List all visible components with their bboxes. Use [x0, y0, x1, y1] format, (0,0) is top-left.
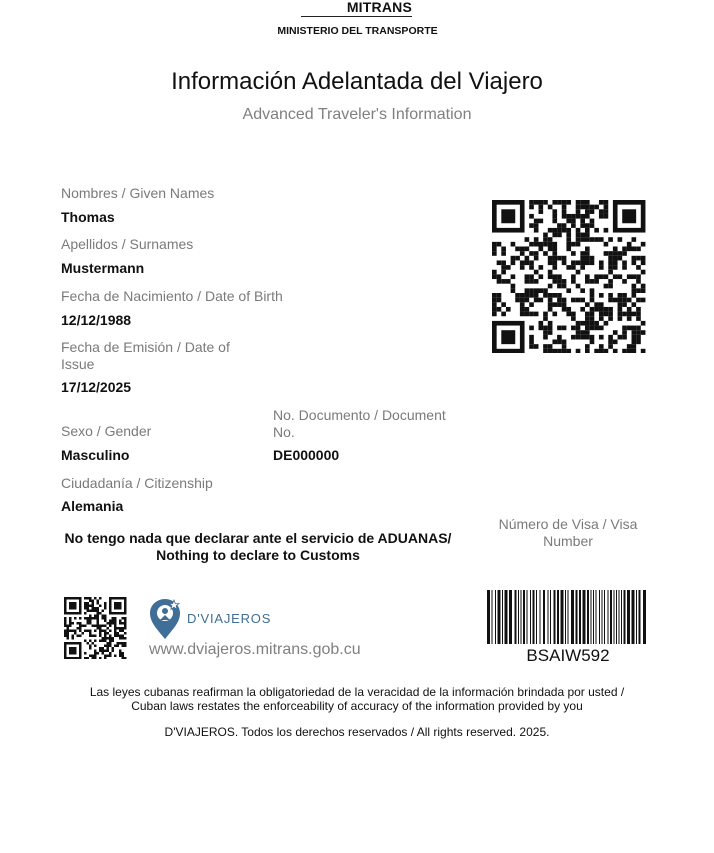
citizenship-value: Alemania — [61, 498, 124, 514]
visa-number-label-line2: Number — [543, 533, 593, 549]
barcode — [487, 590, 649, 644]
barcode-value: BSAIW592 — [526, 646, 610, 665]
legal-notice — [0, 685, 714, 713]
header-rule — [301, 16, 412, 17]
issue-date-label-line2: Issue — [61, 356, 95, 372]
surnames-value: Mustermann — [61, 260, 145, 276]
ministry-name: MINISTERIO DEL TRANSPORTE — [277, 25, 438, 37]
legal-notice-line2: Cuban laws restates the enforceability of accuracy of the information provided by you — [131, 699, 583, 713]
dviajeros-logo-text: D'VIAJEROS — [187, 611, 272, 626]
legal-notice-line1: Las leyes cubanas reafirman la obligatoriedad de la veracidad de la información brindada por usted / — [89, 685, 625, 699]
gender-label: Sexo / Gender — [61, 423, 152, 439]
gender-value: Masculino — [61, 447, 130, 463]
rights-notice: D'VIAJEROS. Todos los derechos reservados / All rights reserved. 2025. — [164, 725, 550, 739]
dviajeros-logo-icon — [148, 598, 184, 640]
document-label-line2: No. — [273, 424, 295, 440]
customs-declaration-line1: No tengo nada que declarar ante el servicio de ADUANAS/ — [64, 530, 452, 546]
given-names-label: Nombres / Given Names — [61, 185, 215, 201]
issue-date-label-line1: Fecha de Emisión / Date of — [61, 339, 230, 355]
surnames-label: Apellidos / Surnames — [61, 236, 194, 252]
document-label — [273, 407, 446, 441]
website-url: www.dviajeros.mitrans.gob.cu — [149, 641, 361, 658]
issue-date-label — [61, 339, 230, 373]
issue-date-value: 17/12/2025 — [61, 379, 132, 395]
dob-value: 12/12/1988 — [61, 312, 132, 328]
page-subtitle: Advanced Traveler's Information — [242, 106, 472, 123]
brand-name: MITRANS — [346, 0, 412, 15]
citizenship-label: Ciudadanía / Citizenship — [61, 475, 213, 491]
customs-declaration-line2: Nothing to declare to Customs — [156, 547, 360, 563]
visa-number-label — [488, 516, 648, 550]
dob-label: Fecha de Nacimiento / Date of Birth — [61, 288, 283, 304]
qr-code — [492, 200, 646, 353]
document-value: DE000000 — [273, 447, 340, 463]
visa-number-label-line1: Número de Visa / Visa — [498, 516, 638, 532]
given-names-value: Thomas — [61, 209, 115, 225]
small-qr-code — [64, 597, 128, 659]
document-label-line1: No. Documento / Document — [273, 407, 446, 423]
page-title: Información Adelantada del Viajero — [171, 68, 543, 95]
customs-declaration — [52, 530, 464, 564]
